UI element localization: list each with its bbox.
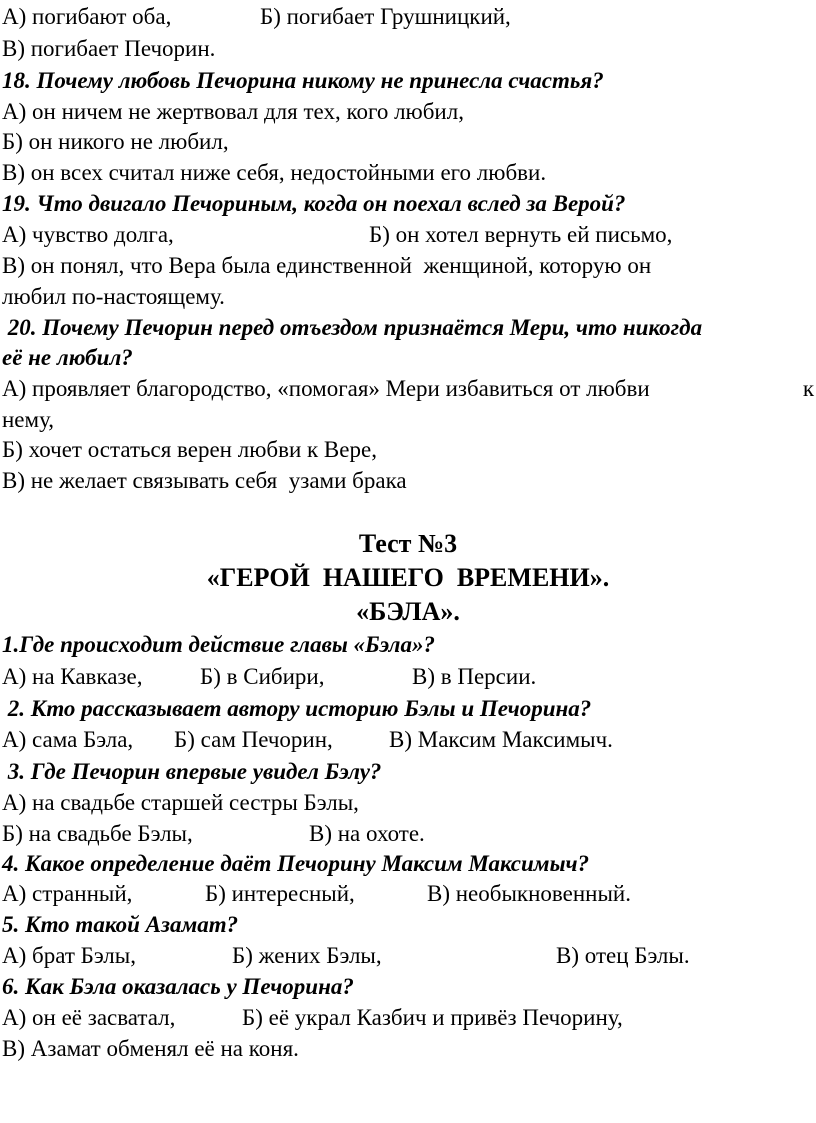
test-q1-option-a: А) на Кавказе, (2, 664, 143, 689)
q17-option-c: В) погибает Печорин. (2, 36, 216, 61)
test-q4-option-b: Б) интересный, (205, 881, 355, 906)
q17-options-row (2, 2, 511, 32)
q17-option-b: Б) погибает Грушницкий, (260, 4, 511, 29)
test-q2-option-c: В) Максим Максимыч. (389, 727, 613, 752)
test-q2-option-a: А) сама Бэла, (2, 727, 134, 752)
q18-option-a: А) он ничем не жертвовал для тех, кого любил, (2, 99, 464, 124)
q19-options-row (2, 220, 673, 250)
test-q4-options (2, 879, 631, 909)
q20-option-b: Б) хочет остаться верен любви к Вере, (2, 437, 377, 462)
test-q4-option-a: А) странный, (2, 881, 133, 906)
test-q6-options (2, 1003, 623, 1033)
q18-option-b: Б) он никого не любил, (2, 129, 229, 154)
test-q2-question: 2. Кто рассказывает автору историю Бэлы и Печорина? (2, 696, 592, 721)
test-q5-option-a: А) брат Бэлы, (2, 943, 136, 968)
test-q6-question: 6. Как Бэла оказалась у Печорина? (2, 974, 354, 999)
q18-option-c: В) он всех считал ниже себя, недостойными его любви. (2, 160, 547, 185)
q17-option-a: А) погибают оба, (2, 4, 172, 29)
test-q3-question: 3. Где Печорин впервые увидел Бэлу? (2, 759, 382, 784)
q20-option-a-text: А) проявляет благородство, «помогая» Мери избавиться от любви (2, 376, 650, 401)
test-q6-option-a: А) он её засватал, (2, 1005, 176, 1030)
q19-option-b: Б) он хотел вернуть ей письмо, (369, 222, 673, 247)
q18-question: 18. Почему любовь Печорина никому не принесла счастья? (2, 68, 604, 93)
test-chapter: «БЭЛА». (356, 597, 460, 626)
q19-option-c-line1: В) он понял, что Вера была единственной женщиной, которую он (2, 253, 652, 278)
q20-option-a-end: к (802, 376, 814, 401)
test-q3-option-b: Б) на свадьбе Бэлы, (2, 821, 193, 846)
test-q2-option-b: Б) сам Печорин, (174, 727, 333, 752)
q20-option-c: В) не желает связывать себя узами брака (2, 468, 407, 493)
test-q5-option-c: В) отец Бэлы. (556, 943, 690, 968)
test-q3-options (2, 819, 425, 849)
q20-question-line2: её не любил? (2, 345, 133, 370)
test-q1-options (2, 662, 537, 692)
test-q6-option-c: В) Азамат обменял её на коня. (2, 1036, 299, 1061)
q20-option-a-line2: нему, (2, 407, 55, 432)
q19-option-c-line2: любил по-настоящему. (2, 284, 225, 309)
test-q5-question: 5. Кто такой Азамат? (2, 912, 239, 937)
test-q3-option-c: В) на охоте. (309, 821, 425, 846)
test-q5-options (2, 941, 690, 971)
q19-question: 19. Что двигало Печориным, когда он поехал вслед за Верой? (2, 191, 626, 216)
test-q3-option-a: А) на свадьбе старшей сестры Бэлы, (2, 790, 359, 815)
test-title: Тест №3 (358, 529, 458, 558)
test-q5-option-b: Б) жених Бэлы, (232, 943, 382, 968)
q20-question-line1: 20. Почему Печорин перед отъездом признаётся Мери, что никогда (2, 315, 703, 340)
test-q1-option-c: В) в Персии. (412, 664, 537, 689)
test-q2-options (2, 725, 613, 755)
test-q4-option-c: В) необыкновенный. (427, 881, 631, 906)
q19-option-a: А) чувство долга, (2, 222, 174, 247)
test-q6-option-b: Б) её украл Казбич и привёз Печорину, (242, 1005, 623, 1030)
test-q1-question: 1.Где происходит действие главы «Бэла»? (2, 632, 435, 657)
test-subtitle: «ГЕРОЙ НАШЕГО ВРЕМЕНИ». (206, 563, 610, 592)
test-q1-option-b: Б) в Сибири, (200, 664, 325, 689)
q20-option-a-line1 (2, 374, 814, 404)
test-q4-question: 4. Какое определение даёт Печорину Максим Максимыч? (2, 851, 590, 876)
